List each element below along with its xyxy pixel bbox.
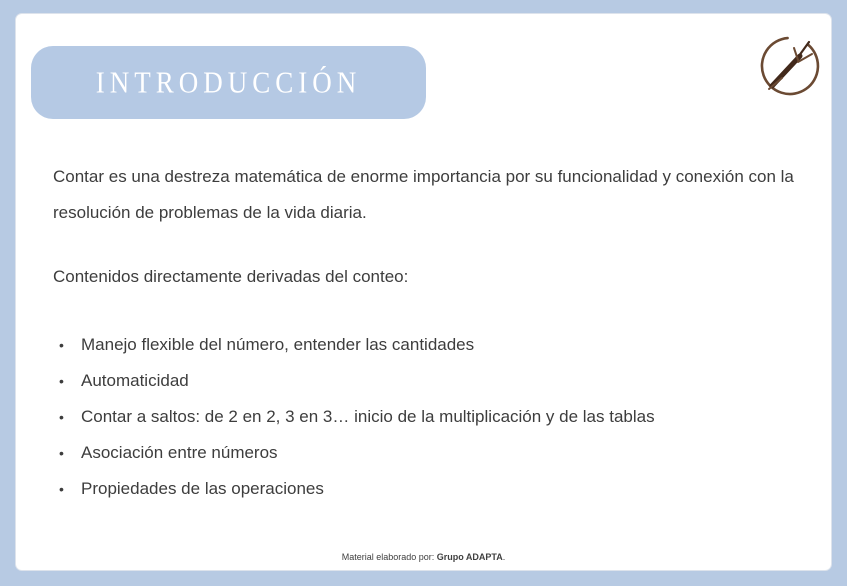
footer-credit-group: Grupo ADAPTA: [436, 552, 503, 562]
bullet-icon: •: [59, 337, 64, 353]
list-item: [53, 471, 801, 507]
bullet-icon: •: [59, 481, 64, 497]
bullet-icon: •: [59, 409, 64, 425]
page-title: INTRODUCCIÓN: [95, 64, 362, 100]
bullet-text: Contar a saltos: de 2 en 2, 3 en 3… inicio de la multiplicación y de las tablas: [81, 407, 655, 426]
bullet-list: [53, 327, 801, 507]
slide-body: [53, 159, 801, 507]
bullet-icon: •: [59, 373, 64, 389]
intro-paragraph: Contar es una destreza matemática de enorme importancia por su funcionalidad y conexión con la resolución de problemas de la vida diaria.: [53, 167, 794, 222]
list-item: [53, 363, 801, 399]
bullet-text: Asociación entre números: [81, 443, 278, 462]
bullet-text: Automaticidad: [81, 371, 189, 390]
bullet-text: Manejo flexible del número, entender las cantidades: [81, 335, 475, 354]
slide-panel: [15, 13, 832, 571]
footer-credit: [16, 552, 831, 562]
list-item: [53, 399, 801, 435]
adapta-logo-icon: [756, 30, 824, 98]
list-item: [53, 327, 801, 363]
footer-credit-prefix: Material elaborado por:: [341, 552, 437, 562]
bullet-text: Propiedades de las operaciones: [81, 479, 324, 498]
list-item: [53, 435, 801, 471]
contents-paragraph: Contenidos directamente derivadas del conteo:: [53, 267, 409, 286]
bullet-icon: •: [59, 445, 64, 461]
footer-credit-suffix: .: [502, 552, 506, 562]
title-banner: [31, 46, 426, 119]
